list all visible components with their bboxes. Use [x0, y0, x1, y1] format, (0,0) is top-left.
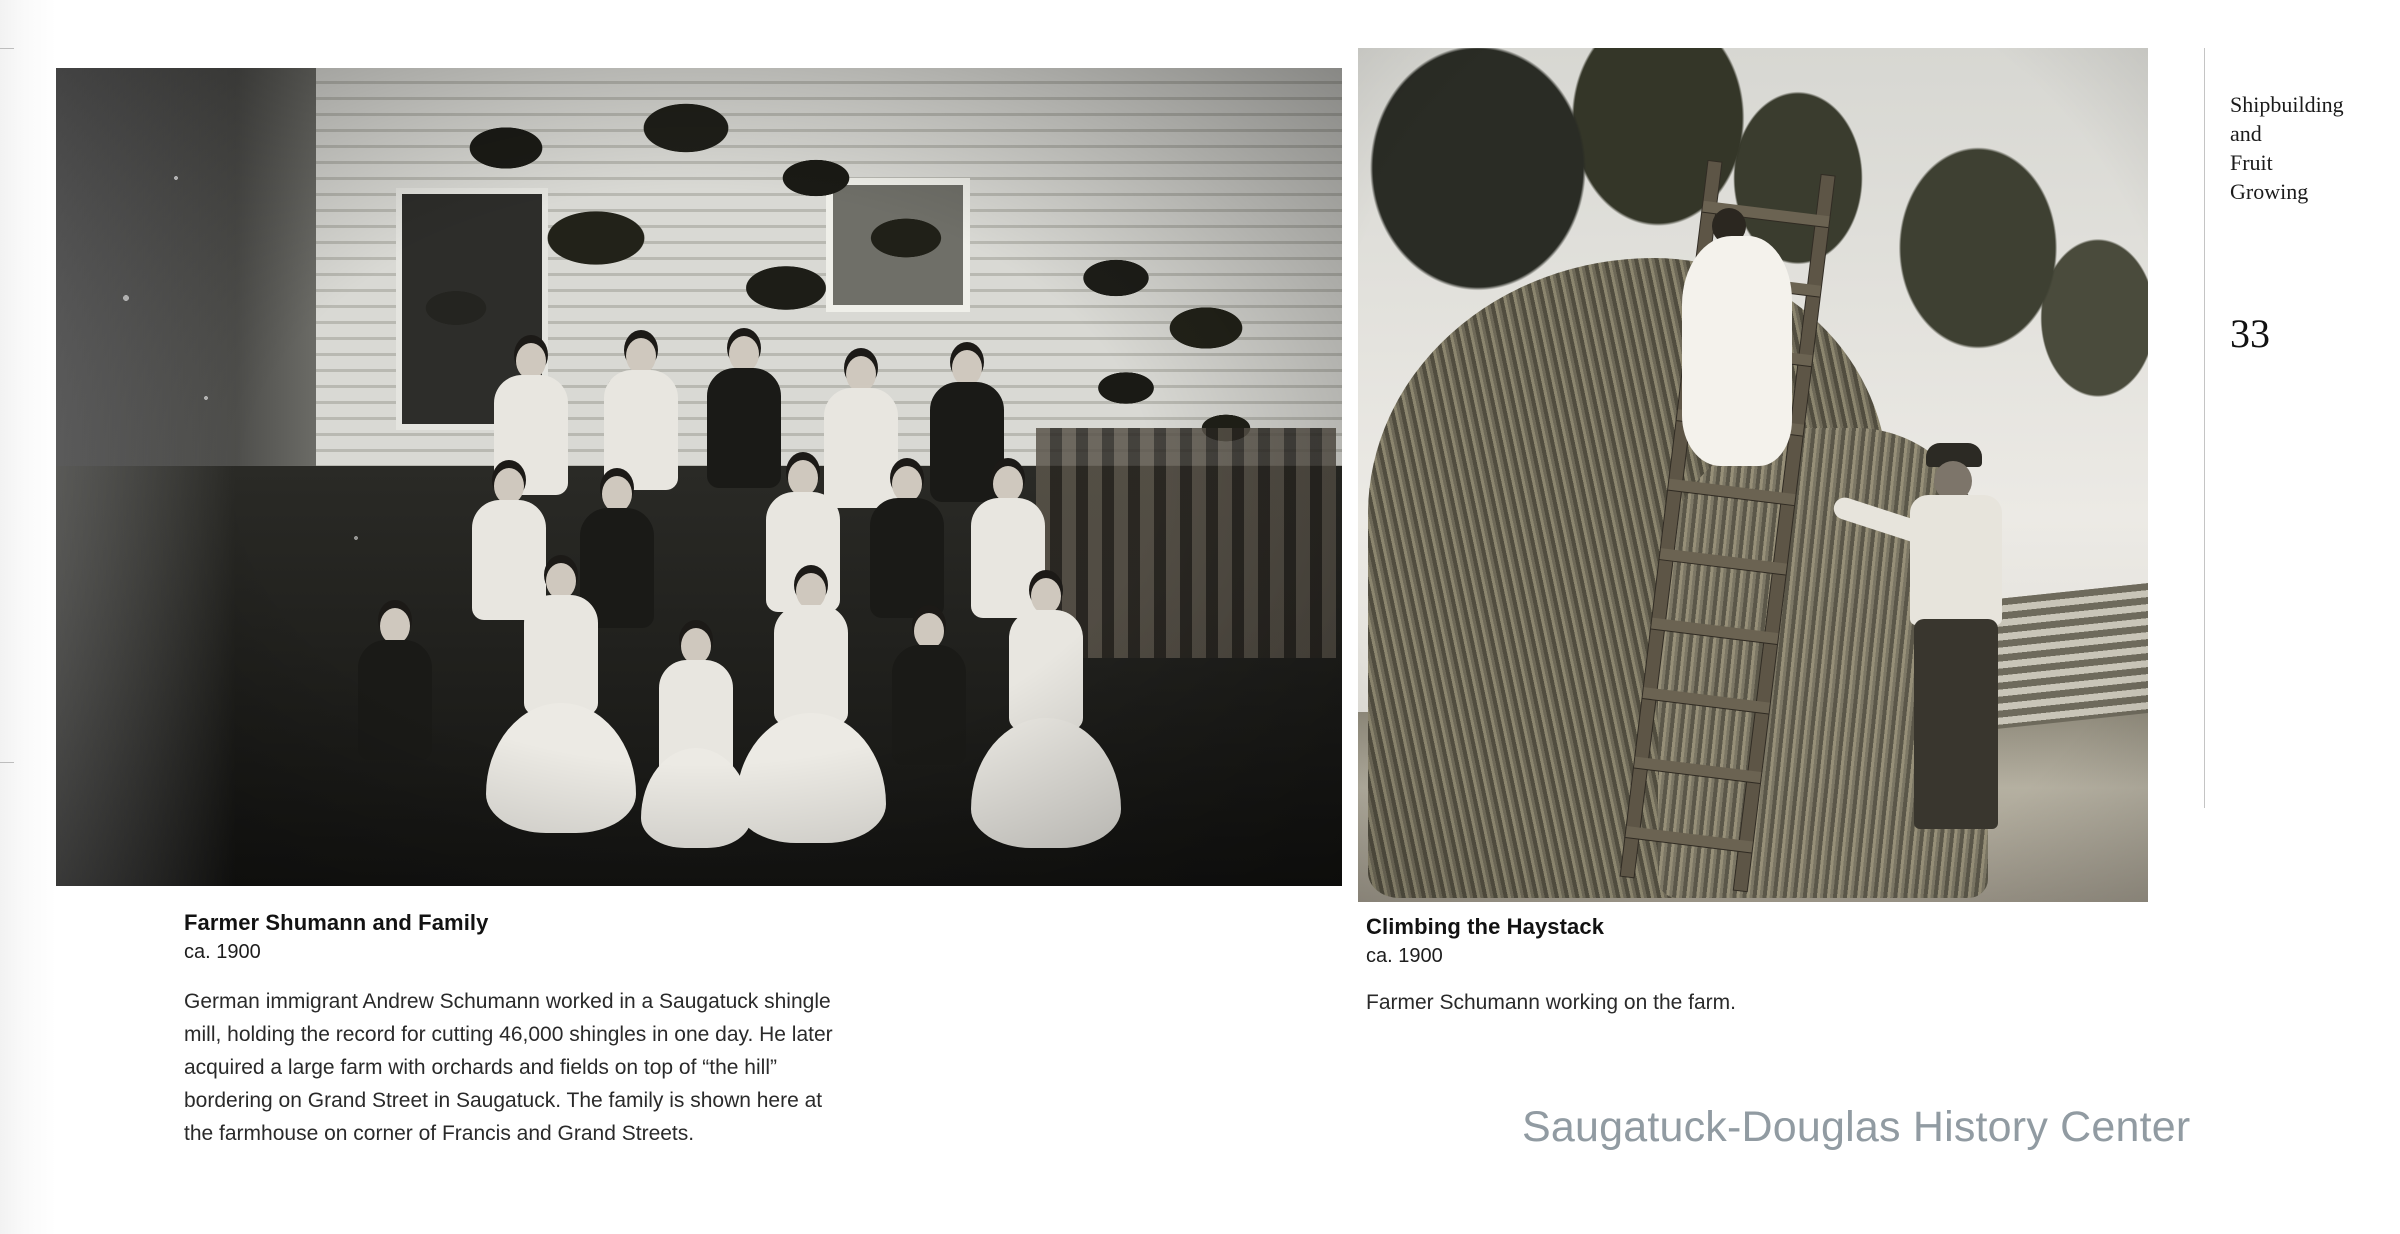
- photo-climbing-the-haystack: [1358, 48, 2148, 902]
- family-figure: [971, 578, 1121, 868]
- farmer-figure: [1898, 443, 2058, 843]
- family-figure: [356, 608, 434, 798]
- page-gutter-shadow: [0, 0, 56, 1234]
- caption-body: German immigrant Andrew Schumann worked in a Saugatuck shingle mill, holding the record for cutting 46,000 shingles in one day. He later acquired a large farm with orchards and fields on top of “the hill” bordering on Grand Street in Saugatuck. The family is shown here at the farmhouse on corner of Francis and Grand Streets.: [184, 990, 833, 1145]
- caption-title: Farmer Shumann and Family: [184, 910, 489, 935]
- running-head-line: Shipbuilding: [2230, 92, 2344, 117]
- page-number: 33: [2230, 311, 2270, 356]
- caption-climbing-the-haystack: [1366, 914, 2066, 1019]
- watermark: Saugatuck-Douglas History Center: [1522, 1103, 2191, 1151]
- caption-title: Climbing the Haystack: [1366, 914, 1605, 939]
- family-figure: [641, 628, 751, 858]
- caption-farmer-shumann-family: [184, 910, 844, 1150]
- running-head-line: and: [2230, 121, 2262, 146]
- family-figure: [486, 563, 636, 853]
- running-head: [2230, 90, 2380, 206]
- caption-date: ca. 1900: [1366, 945, 1443, 967]
- caption-body: Farmer Schumann working on the farm.: [1366, 991, 1736, 1014]
- woman-climbing-figure: [1676, 208, 1806, 468]
- gutter-rule-bottom: [0, 762, 14, 763]
- caption-date: ca. 1900: [184, 941, 261, 963]
- running-head-line: Fruit: [2230, 150, 2273, 175]
- margin-rule-right: [2204, 48, 2205, 808]
- photo-farmer-shumann-family: [56, 68, 1342, 886]
- running-head-line: Growing: [2230, 179, 2309, 204]
- family-figure: [736, 573, 886, 863]
- gutter-rule-top: [0, 48, 14, 49]
- family-figure: [886, 613, 972, 813]
